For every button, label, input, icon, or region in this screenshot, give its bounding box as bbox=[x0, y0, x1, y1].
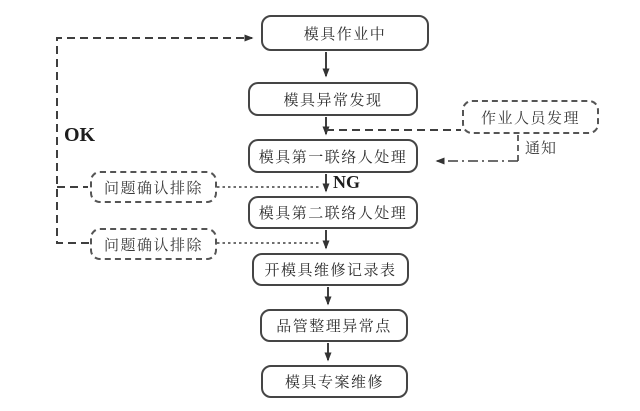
node-qc-organize-abnormal: 品管整理异常点 bbox=[260, 309, 408, 342]
node-open-repair-record: 开模具维修记录表 bbox=[252, 253, 409, 286]
node-problem-resolve-1: 问题确认排除 bbox=[90, 171, 217, 203]
label-ok: OK bbox=[64, 124, 96, 146]
node-mold-in-operation: 模具作业中 bbox=[261, 15, 429, 51]
label-notify: 通知 bbox=[525, 139, 558, 157]
node-second-contact-handle: 模具第二联络人处理 bbox=[248, 196, 418, 229]
node-special-repair: 模具专案维修 bbox=[261, 365, 408, 398]
node-problem-resolve-2: 问题确认排除 bbox=[90, 228, 217, 260]
node-abnormality-found: 模具异常发现 bbox=[248, 82, 418, 116]
label-ng: NG bbox=[333, 172, 360, 192]
node-operator-handle: 作业人员发理 bbox=[462, 100, 599, 134]
node-first-contact-handle: 模具第一联络人处理 bbox=[248, 139, 418, 173]
